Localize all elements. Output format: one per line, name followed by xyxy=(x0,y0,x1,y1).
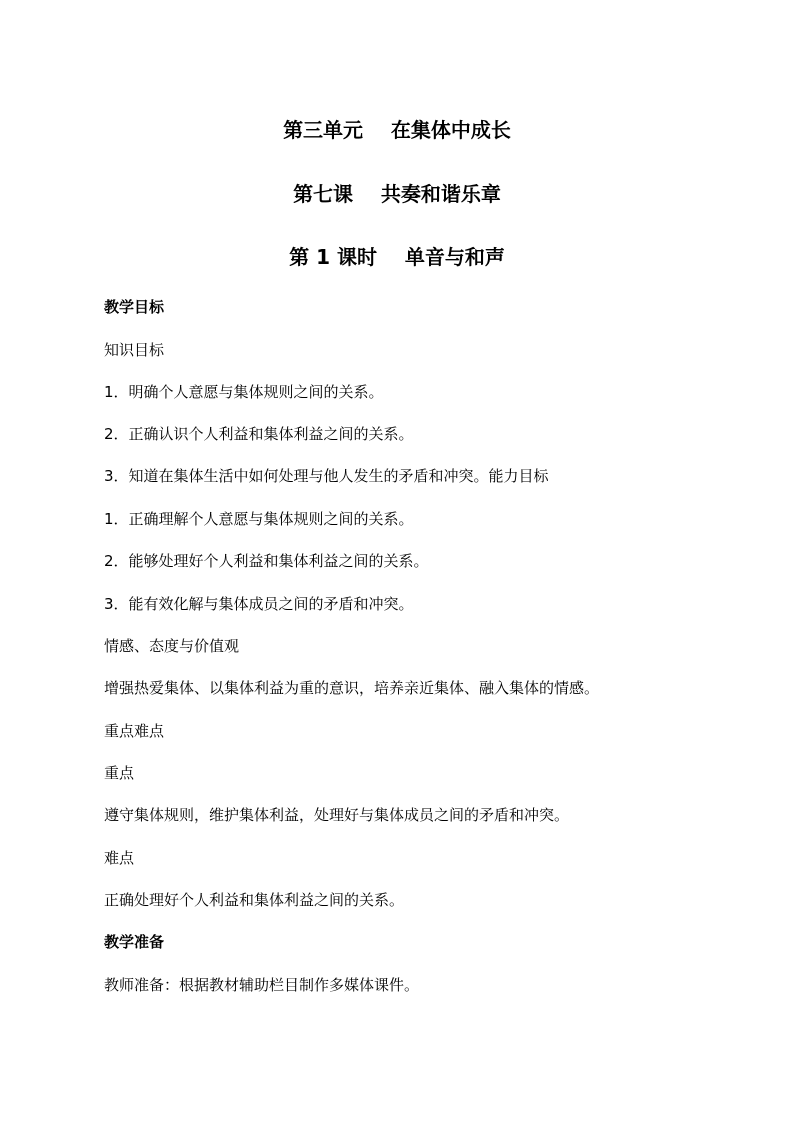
prep-heading: 教学准备 xyxy=(104,933,165,951)
period-title: 第 1 课时 单音与和声 xyxy=(289,245,505,269)
teaching-goals-heading: 教学目标 xyxy=(104,298,165,316)
knowledge-goal-3: 3．知道在集体生活中如何处理与他人发生的矛盾和冲突。能力目标 xyxy=(104,467,549,485)
ability-goal-1: 1．正确理解个人意愿与集体规则之间的关系。 xyxy=(104,510,414,528)
ability-goal-2: 2．能够处理好个人利益和集体利益之间的关系。 xyxy=(104,552,429,570)
difficult-text: 正确处理好个人利益和集体利益之间的关系。 xyxy=(104,891,405,909)
key-heading: 重点 xyxy=(104,764,135,782)
emotion-heading: 情感、态度与价值观 xyxy=(104,637,240,655)
knowledge-goals-heading: 知识目标 xyxy=(104,341,165,359)
lesson-title: 第七课 共奏和谐乐章 xyxy=(293,182,501,206)
key-text: 遵守集体规则，维护集体利益，处理好与集体成员之间的矛盾和冲突。 xyxy=(104,806,570,824)
difficult-heading: 难点 xyxy=(104,849,135,867)
knowledge-goal-1: 1．明确个人意愿与集体规则之间的关系。 xyxy=(104,383,384,401)
key-difficult-heading: 重点难点 xyxy=(104,722,165,740)
unit-title: 第三单元 在集体中成长 xyxy=(283,118,511,142)
prep-text: 教师准备：根据教材辅助栏目制作多媒体课件。 xyxy=(104,976,420,994)
knowledge-goal-2: 2．正确认识个人利益和集体利益之间的关系。 xyxy=(104,425,414,443)
emotion-text: 增强热爱集体、以集体利益为重的意识，培养亲近集体、融入集体的情感。 xyxy=(104,679,600,697)
ability-goal-3: 3．能有效化解与集体成员之间的矛盾和冲突。 xyxy=(104,595,414,613)
